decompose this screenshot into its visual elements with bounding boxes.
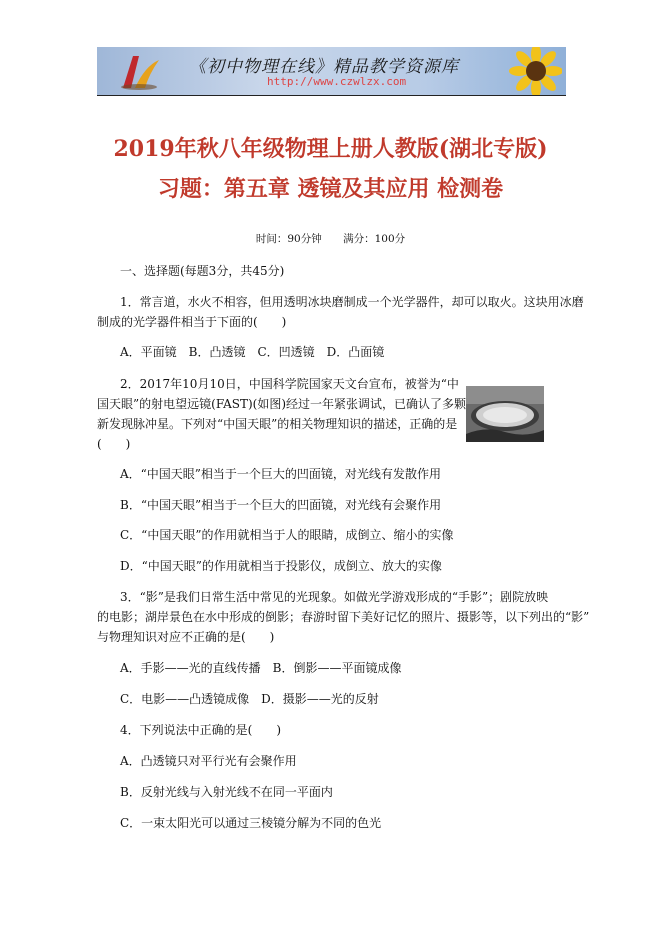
q4-stem: 4．下列说法中正确的是( ) [120,723,281,737]
exam-meta [0,231,661,246]
exam-score: 满分：100分 [343,233,406,245]
header-banner [97,47,566,96]
q3-stem-line3: 与物理知识对应不正确的是( ) [97,630,275,644]
q3-stem-line1: 3．“影”是我们日常生活中常见的光现象。如做光学游戏形成的“手影”；剧院放映 [120,590,549,604]
q1-stem-line1: 1．常言道，水火不相容，但用透明冰块磨制成一个光学器件，却可以取火。这块用冰磨 [120,295,584,309]
doc-title-line1: 2019年秋八年级物理上册人教版(湖北专版) [113,136,548,162]
q3-stem-line2: 的电影；湖岸景色在水中形成的倒影；春游时留下美好记忆的照片、摄影等，以下列出的“影” [97,610,590,624]
sunflower-icon [502,47,562,96]
fast-telescope-photo [466,386,544,442]
banner-title: 《初中物理在线》精品教学资源库 [189,57,459,77]
q4-option-a: A．凸透镜只对平行光有会聚作用 [120,754,297,768]
site-logo-icon [115,52,163,92]
q2-option-a: A．“中国天眼”相当于一个巨大的凹面镜，对光线有发散作用 [120,467,441,481]
header-rule [97,95,566,96]
q2-stem-line4: ( ) [97,437,131,451]
q2-stem-line1: 2．2017年10月10日，中国科学院国家天文台宣布，被誉为“中 [120,377,459,391]
q1-stem-line2: 制成的光学器件相当于下面的( ) [97,315,287,329]
doc-title-line2: 习题：第五章 透镜及其应用 检测卷 [157,176,504,202]
banner-url[interactable]: http://www.czwlzx.com [267,75,407,88]
q2-option-d: D．“中国天眼”的作用就相当于投影仪，成倒立、放大的实像 [120,559,442,573]
q2-option-c: C．“中国天眼”的作用就相当于人的眼睛，成倒立、缩小的实像 [120,528,454,542]
exam-time: 时间：90分钟 [255,233,322,245]
q2-stem-line3: 新发现脉冲星。下列对“中国天眼”的相关物理知识的描述，正确的是 [97,417,458,431]
q4-option-c: C．一束太阳光可以通过三棱镜分解为不同的色光 [120,816,382,830]
q3-options-cd: C．电影——凸透镜成像 D．摄影——光的反射 [120,692,379,706]
q2-stem-line2: 国天眼”的射电望远镜(FAST)(如图)经过一年紧张调试，已确认了多颗 [97,397,467,411]
q3-options-ab: A．手影——光的直线传播 B．倒影——平面镜成像 [120,661,402,675]
section-heading: 一、选择题(每题3分，共45分) [120,264,285,278]
q1-options: A．平面镜 B．凸透镜 C．凹透镜 D．凸面镜 [120,345,385,359]
q2-option-b: B．“中国天眼”相当于一个巨大的凹面镜，对光线有会聚作用 [120,498,442,512]
q4-option-b: B．反射光线与入射光线不在同一平面内 [120,785,333,799]
